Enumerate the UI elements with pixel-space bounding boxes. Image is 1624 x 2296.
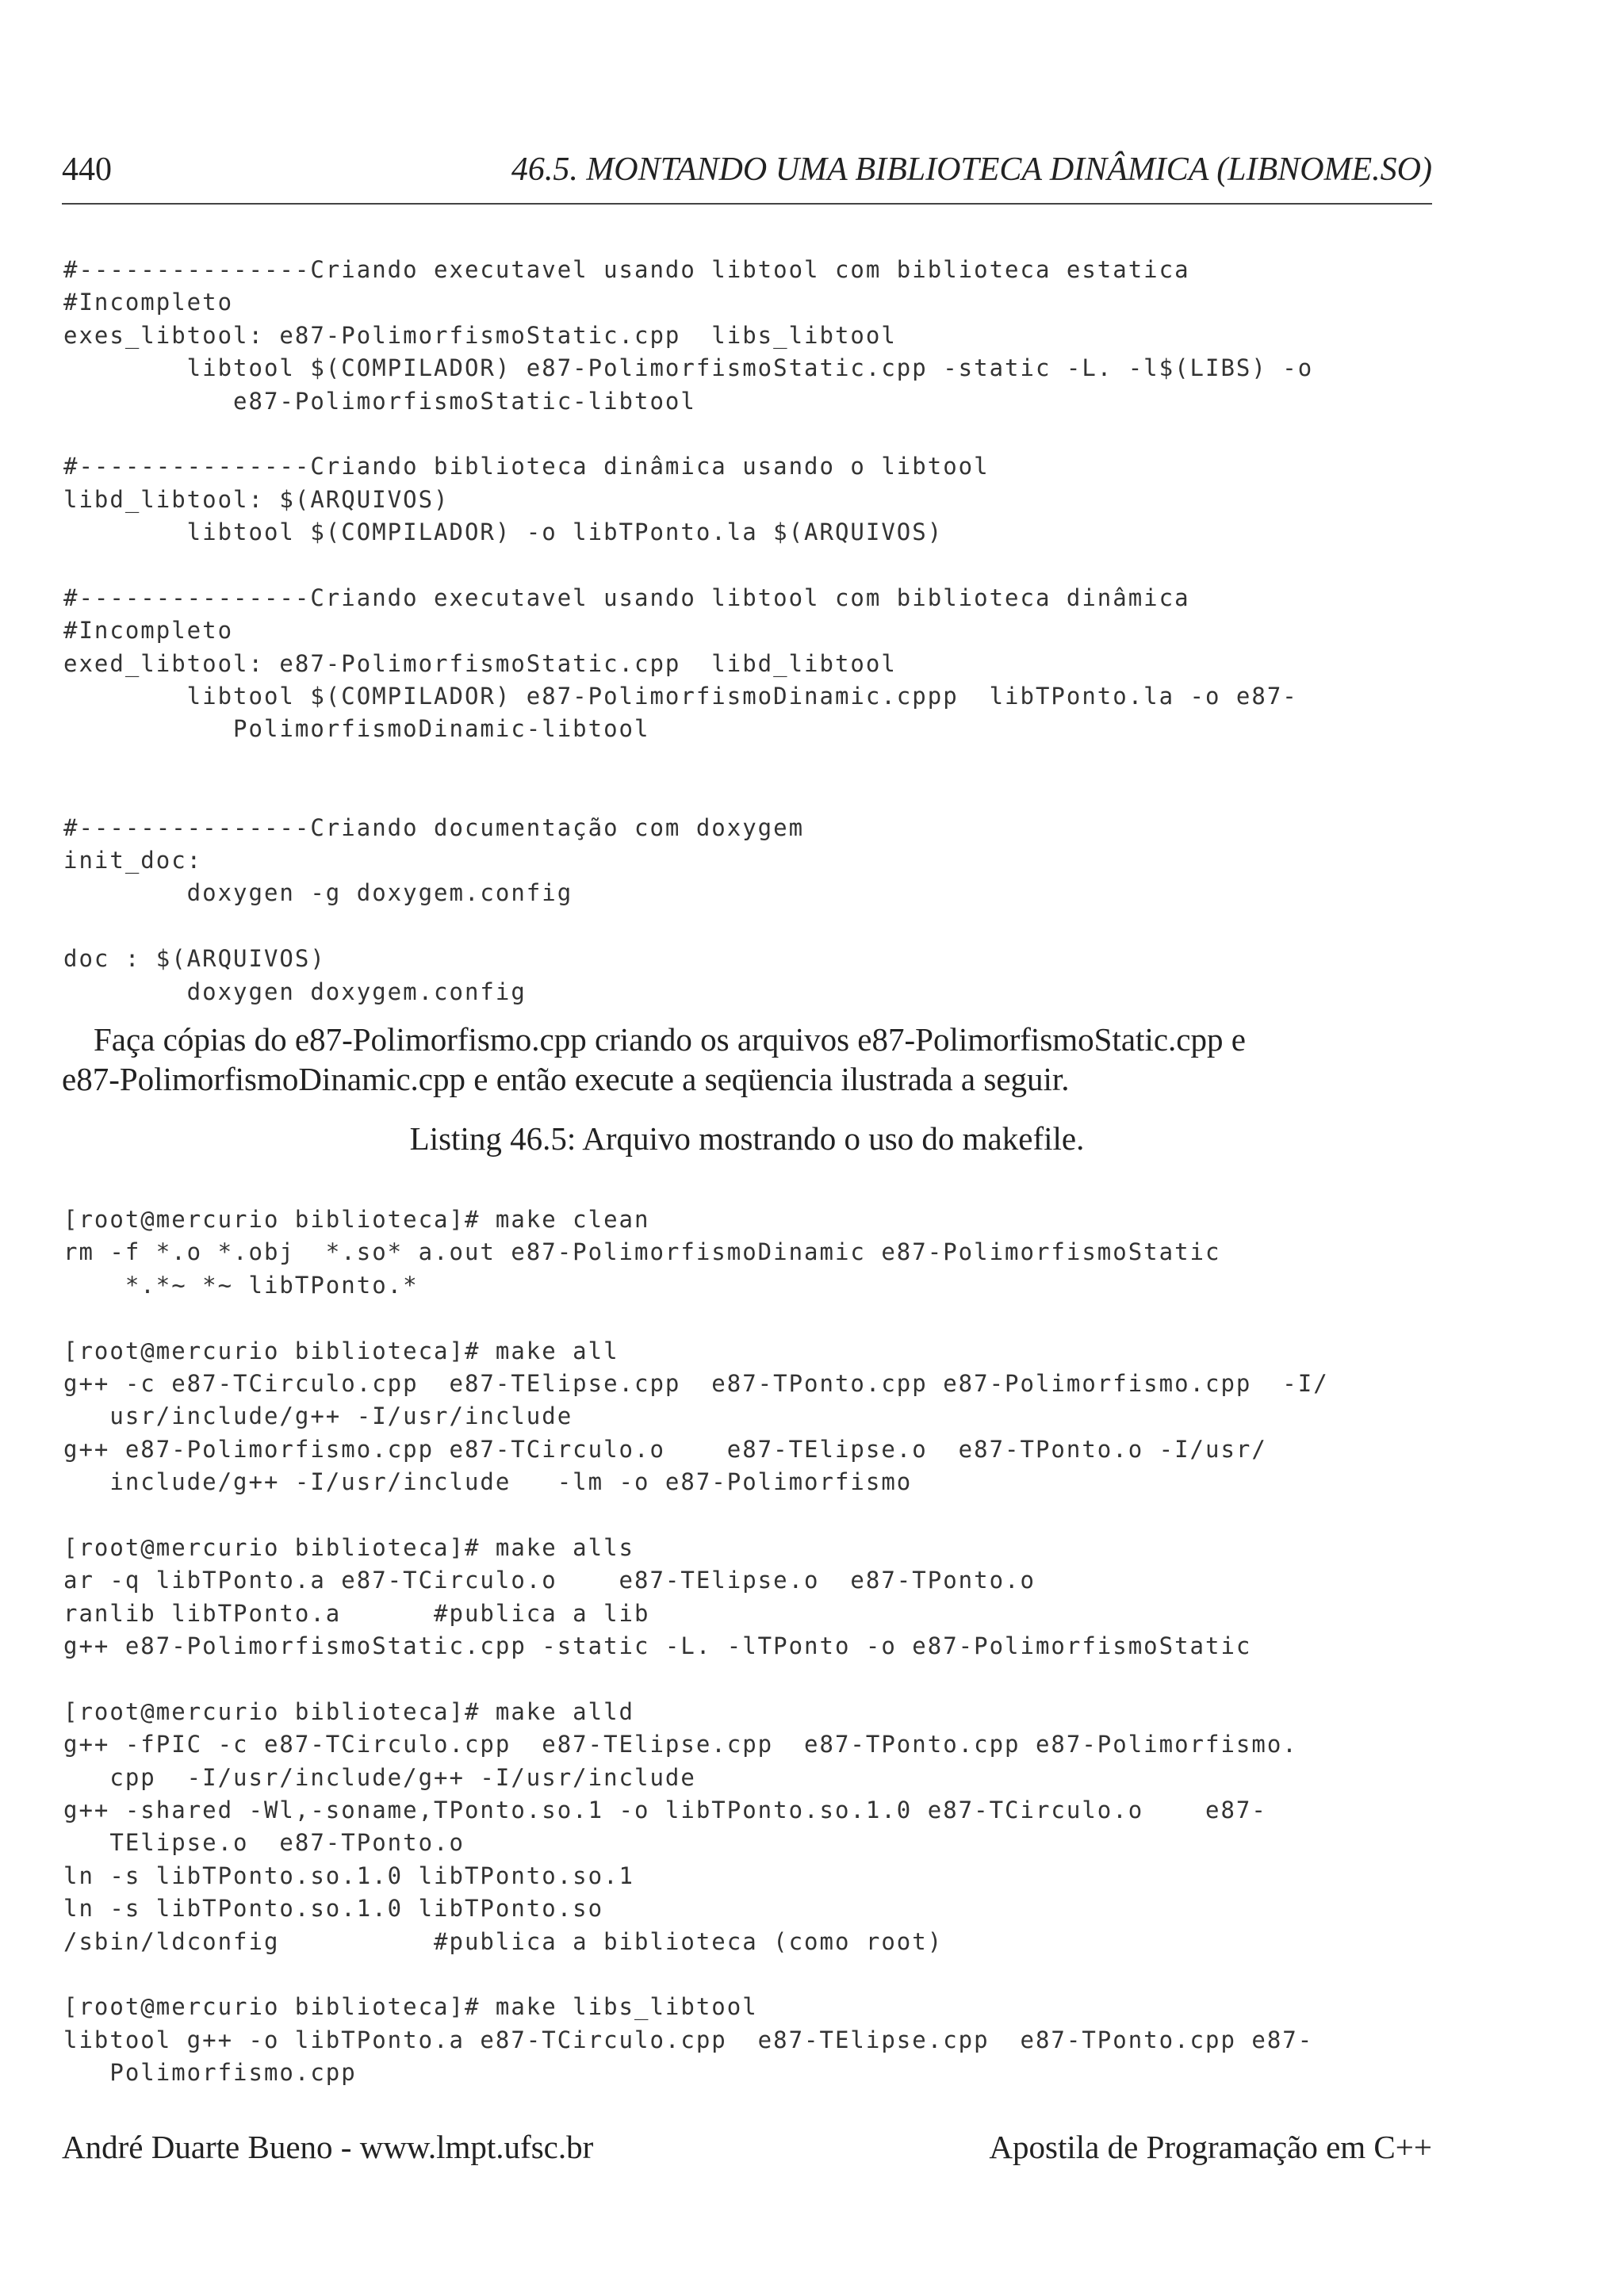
code-line: exed_libtool: e87-PolimorfismoStatic.cpp libd_libtool <box>63 649 897 677</box>
code-line: doxygen doxygem.config <box>63 978 527 1005</box>
code-line: [root@mercurio biblioteca]# make alld <box>63 1697 635 1725</box>
code-line: doc : $(ARQUIVOS) <box>63 945 326 973</box>
code-line: [root@mercurio biblioteca]# make clean <box>63 1206 650 1233</box>
code-line: #---------------Criando biblioteca dinâmica usando o libtool <box>63 453 990 480</box>
code-line: libtool $(COMPILADOR) e87-PolimorfismoStatic.cpp -static -L. -l$(LIBS) -o <box>63 354 1314 382</box>
paragraph-line: Faça cópias do e87-Polimorfismo.cpp criando os arquivos e87-PolimorfismoStatic.cpp e <box>94 1021 1246 1058</box>
footer-author: André Duarte Bueno - www.lmpt.ufsc.br <box>62 2129 594 2165</box>
code-line <box>63 1499 1329 1532</box>
code-line <box>63 418 1313 450</box>
code-line: g++ -c e87-TCirculo.cpp e87-TElipse.cpp e87-TPonto.cpp e87-Polimorfismo.cpp -I/ <box>63 1369 1329 1397</box>
code-line: g++ -fPIC -c e87-TCirculo.cpp e87-TElipse.cpp e87-TPonto.cpp e87-Polimorfismo. <box>63 1731 1298 1758</box>
code-line: [root@mercurio biblioteca]# make libs_libtool <box>63 1993 758 2021</box>
terminal-output-code-block <box>63 1203 1329 2090</box>
code-line: libtool g++ -o libTPonto.a e87-TCirculo.cpp e87-TElipse.cpp e87-TPonto.cpp e87- <box>63 2026 1314 2053</box>
code-line <box>63 1958 1329 1991</box>
code-line: g++ -shared -Wl,-soname,TPonto.so.1 -o libTPonto.so.1.0 e87-TCirculo.o e87- <box>63 1797 1267 1824</box>
footer-book-title: Apostila de Programação em C++ <box>989 2129 1432 2165</box>
code-line: #Incompleto <box>63 617 234 645</box>
code-line <box>63 910 1313 943</box>
code-line: #---------------Criando documentação com doxygem <box>63 813 805 841</box>
code-line <box>63 549 1313 582</box>
code-line: libd_libtool: $(ARQUIVOS) <box>63 485 450 513</box>
code-line: exes_libtool: e87-PolimorfismoStatic.cpp libs_libtool <box>63 321 897 349</box>
code-line: [root@mercurio biblioteca]# make alls <box>63 1533 635 1561</box>
code-line: #---------------Criando executavel usando libtool com biblioteca estatica <box>63 256 1190 283</box>
code-line: ln -s libTPonto.so.1.0 libTPonto.so <box>63 1895 604 1923</box>
code-line <box>63 1302 1329 1334</box>
section-title: 46.5. MONTANDO UMA BIBLIOTECA DINÂMICA (LIBNOME.SO) <box>511 151 1432 188</box>
code-line: doxygen -g doxygem.config <box>63 879 573 907</box>
code-line: g++ e87-PolimorfismoStatic.cpp -static -L. -lTPonto -o e87-PolimorfismoStatic <box>63 1632 1252 1660</box>
body-paragraph <box>62 1020 1432 1099</box>
code-line: e87-PolimorfismoStatic-libtool <box>63 387 696 415</box>
code-line: init_doc: <box>63 847 203 874</box>
code-line: #---------------Criando executavel usando libtool com biblioteca dinâmica <box>63 584 1190 611</box>
code-line: cpp -I/usr/include/g++ -I/usr/include <box>63 1763 696 1791</box>
paragraph-line: e87-PolimorfismoDinamic.cpp e então execute a seqüencia ilustrada a seguir. <box>62 1061 1070 1097</box>
code-line: g++ e87-Polimorfismo.cpp e87-TCirculo.o e87-TElipse.o e87-TPonto.o -I/usr/ <box>63 1435 1267 1463</box>
code-line: /sbin/ldconfig #publica a biblioteca (como root) <box>63 1927 944 1955</box>
code-line: libtool $(COMPILADOR) -o libTPonto.la $(ARQUIVOS) <box>63 519 944 546</box>
code-line: TElipse.o e87-TPonto.o <box>63 1829 465 1857</box>
code-line: usr/include/g++ -I/usr/include <box>63 1402 573 1430</box>
code-line: PolimorfismoDinamic-libtool <box>63 715 650 743</box>
code-line: *.*~ *~ libTPonto.* <box>63 1271 419 1299</box>
code-line: Polimorfismo.cpp <box>63 2059 357 2087</box>
listing-caption: Listing 46.5: Arquivo mostrando o uso do makefile. <box>409 1120 1085 1157</box>
code-line: ln -s libTPonto.so.1.0 libTPonto.so.1 <box>63 1862 635 1889</box>
code-line: include/g++ -I/usr/include -lm -o e87-Polimorfismo <box>63 1468 913 1496</box>
code-line <box>63 779 1313 811</box>
makefile-code-block <box>63 254 1313 1008</box>
code-line: [root@mercurio biblioteca]# make all <box>63 1337 619 1364</box>
code-line: #Incompleto <box>63 289 234 316</box>
page-number: 440 <box>62 151 112 188</box>
code-line <box>63 1663 1329 1695</box>
running-header <box>62 151 1432 205</box>
code-line: libtool $(COMPILADOR) e87-PolimorfismoDinamic.cppp libTPonto.la -o e87- <box>63 683 1298 710</box>
code-line: ranlib libTPonto.a #publica a lib <box>63 1599 650 1627</box>
code-line: rm -f *.o *.obj *.so* a.out e87-PolimorfismoDinamic e87-PolimorfismoStatic <box>63 1238 1221 1266</box>
code-line: ar -q libTPonto.a e87-TCirculo.o e87-TElipse.o e87-TPonto.o <box>63 1567 1036 1594</box>
code-line <box>63 746 1313 779</box>
